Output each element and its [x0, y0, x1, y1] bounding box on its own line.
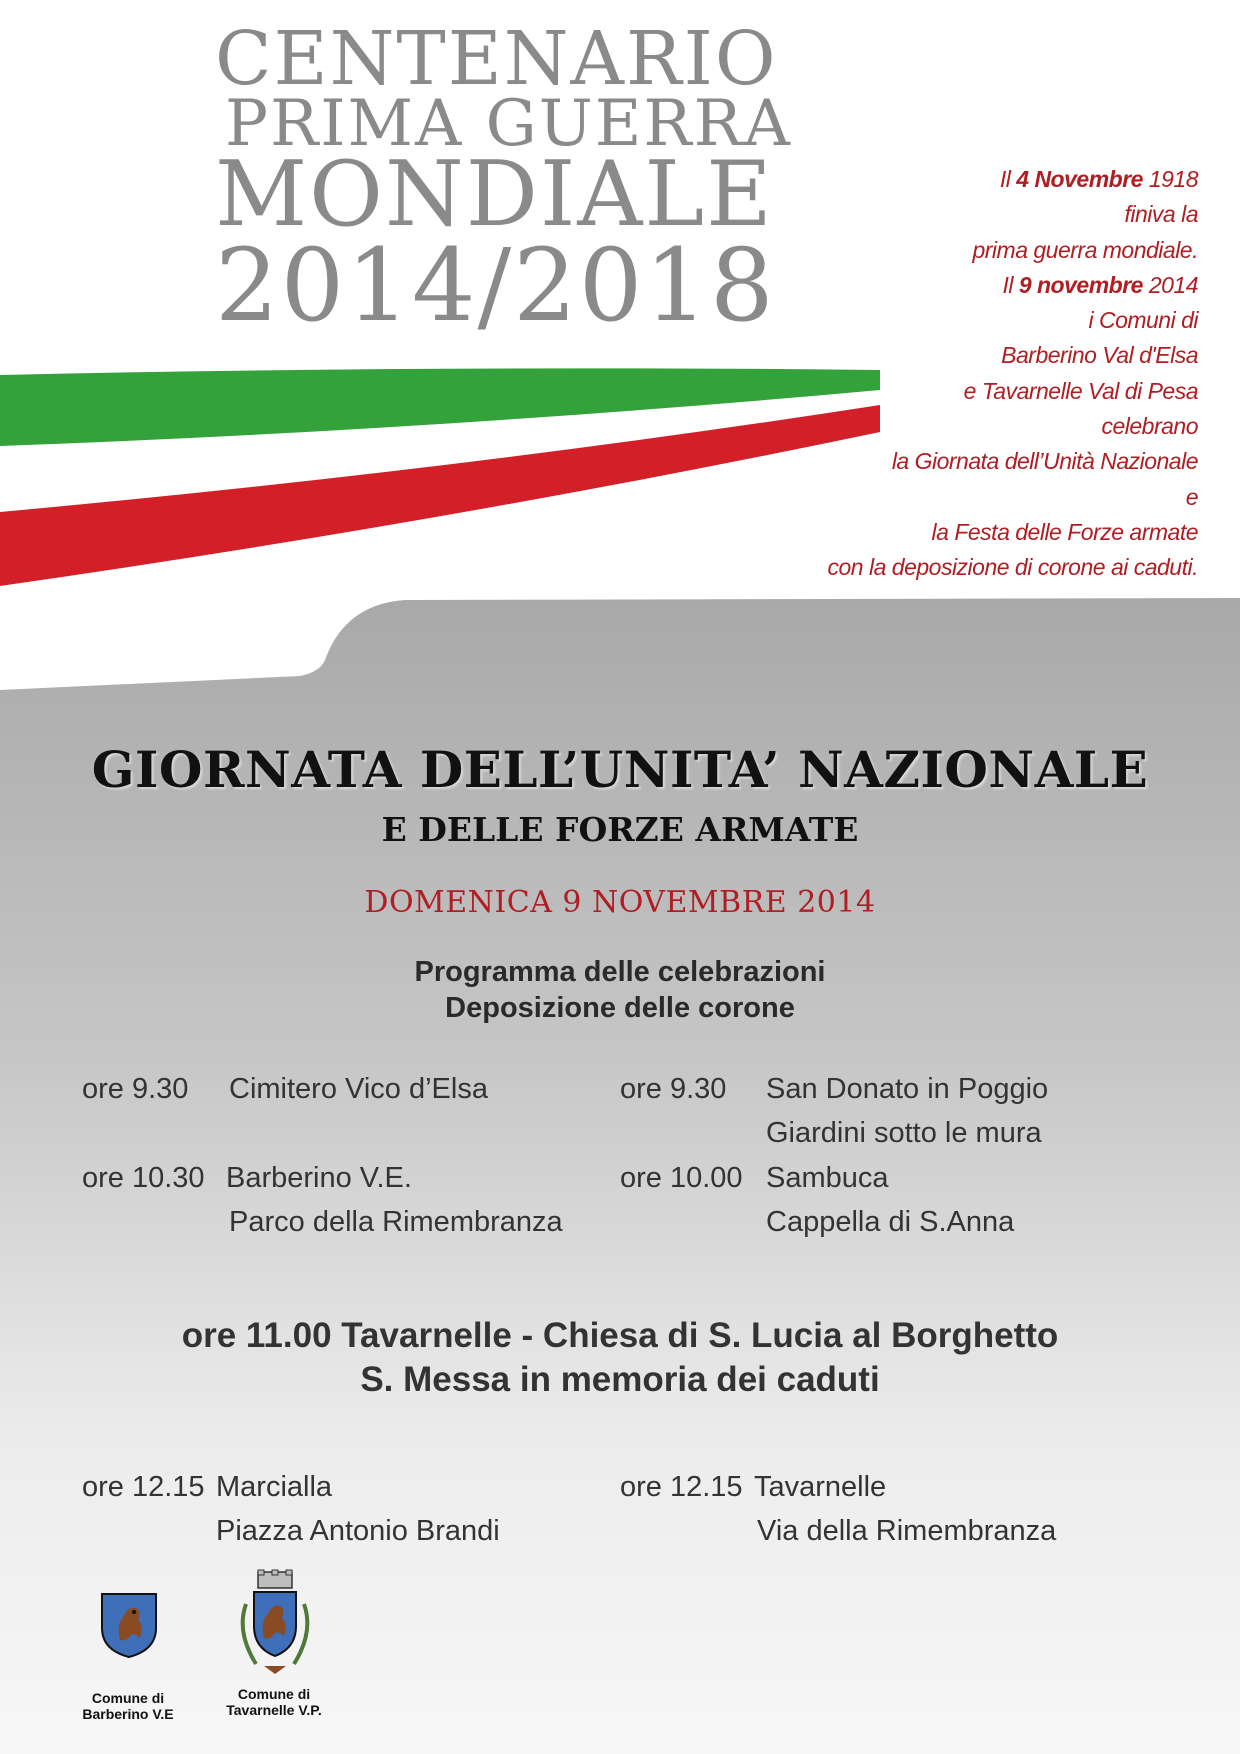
intro-text — [778, 162, 1198, 586]
schedule-time: ore 12.15 — [620, 1471, 743, 1503]
schedule-detail: Cappella di S.Anna — [766, 1206, 1015, 1238]
main-subtitle: E DELLE FORZE ARMATE — [381, 810, 859, 849]
mass-time-location: ore 11.00 Tavarnelle - Chiesa di S. Lucia al Borghetto — [181, 1316, 1059, 1355]
intro-line: prima guerra mondiale. — [972, 236, 1198, 263]
intro-line: e — [1185, 483, 1198, 510]
schedule-place: Marcialla — [216, 1471, 333, 1503]
intro-line: i Comuni di — [1088, 307, 1198, 334]
mass-description: S. Messa in memoria dei caduti — [360, 1360, 880, 1399]
intro-line: la Giornata dell’Unità Nazionale — [891, 448, 1198, 475]
intro-line: Il 9 novembre 2014 — [1002, 271, 1198, 298]
barberino-caption — [68, 1690, 188, 1722]
schedule-place: Sambuca — [766, 1162, 889, 1194]
caption-line: Comune di — [237, 1686, 311, 1702]
schedule-detail: Piazza Antonio Brandi — [216, 1515, 500, 1547]
intro-line: con la deposizione di corone ai caduti. — [827, 554, 1198, 581]
caption-line: Tavarnelle V.P. — [226, 1702, 322, 1718]
hero-title-prima-guerra: PRIMA GUERRA — [225, 87, 792, 161]
intro-line: Il 4 Novembre 1918 — [999, 166, 1198, 192]
schedule-detail: Giardini sotto le mura — [766, 1117, 1042, 1149]
schedule-item — [82, 1465, 602, 1553]
program-title: Programma delle celebrazioni — [414, 956, 826, 988]
schedule-place: San Donato in Poggio — [766, 1073, 1049, 1105]
schedule-time: ore 10.00 — [620, 1162, 743, 1194]
intro-line: Barberino Val d'Elsa — [1001, 342, 1198, 369]
schedule-item — [620, 1156, 1180, 1244]
barberino-crest-icon — [98, 1590, 160, 1660]
schedule-item — [82, 1156, 622, 1244]
schedule-place: Tavarnelle — [754, 1471, 887, 1503]
main-title: GIORNATA DELL’UNITA’ NAZIONALE — [91, 740, 1149, 799]
program-subtitle: Deposizione delle corone — [445, 992, 795, 1024]
schedule-item — [620, 1067, 1180, 1155]
hero-title-mondiale: MONDIALE — [215, 142, 774, 247]
caption-line: Barberino V.E — [82, 1706, 174, 1722]
hero-title-centenario: CENTENARIO — [215, 16, 778, 102]
schedule-detail: Via della Rimembranza — [757, 1515, 1057, 1547]
tavarnelle-caption — [214, 1686, 334, 1718]
intro-line: finiva la — [1124, 201, 1198, 228]
event-date: DOMENICA 9 NOVEMBRE 2014 — [364, 885, 876, 920]
tavarnelle-crest-icon — [234, 1568, 316, 1680]
schedule-time: ore 9.30 — [82, 1073, 189, 1105]
schedule-time: ore 10.30 — [82, 1162, 205, 1194]
schedule-item — [82, 1067, 602, 1111]
schedule-place: Cimitero Vico d’Elsa — [229, 1073, 488, 1105]
schedule-time: ore 12.15 — [82, 1471, 205, 1503]
schedule-detail: Parco della Rimembranza — [229, 1206, 563, 1238]
schedule-place: Barberino V.E. — [226, 1162, 412, 1194]
schedule-item — [620, 1465, 1180, 1553]
caption-line: Comune di — [91, 1690, 165, 1706]
hero-title-years: 2014/2018 — [215, 227, 776, 344]
intro-line: la Festa delle Forze armate — [931, 518, 1198, 545]
intro-line: celebrano — [1101, 413, 1198, 440]
intro-line: e Tavarnelle Val di Pesa — [963, 377, 1198, 404]
schedule-time: ore 9.30 — [620, 1073, 727, 1105]
